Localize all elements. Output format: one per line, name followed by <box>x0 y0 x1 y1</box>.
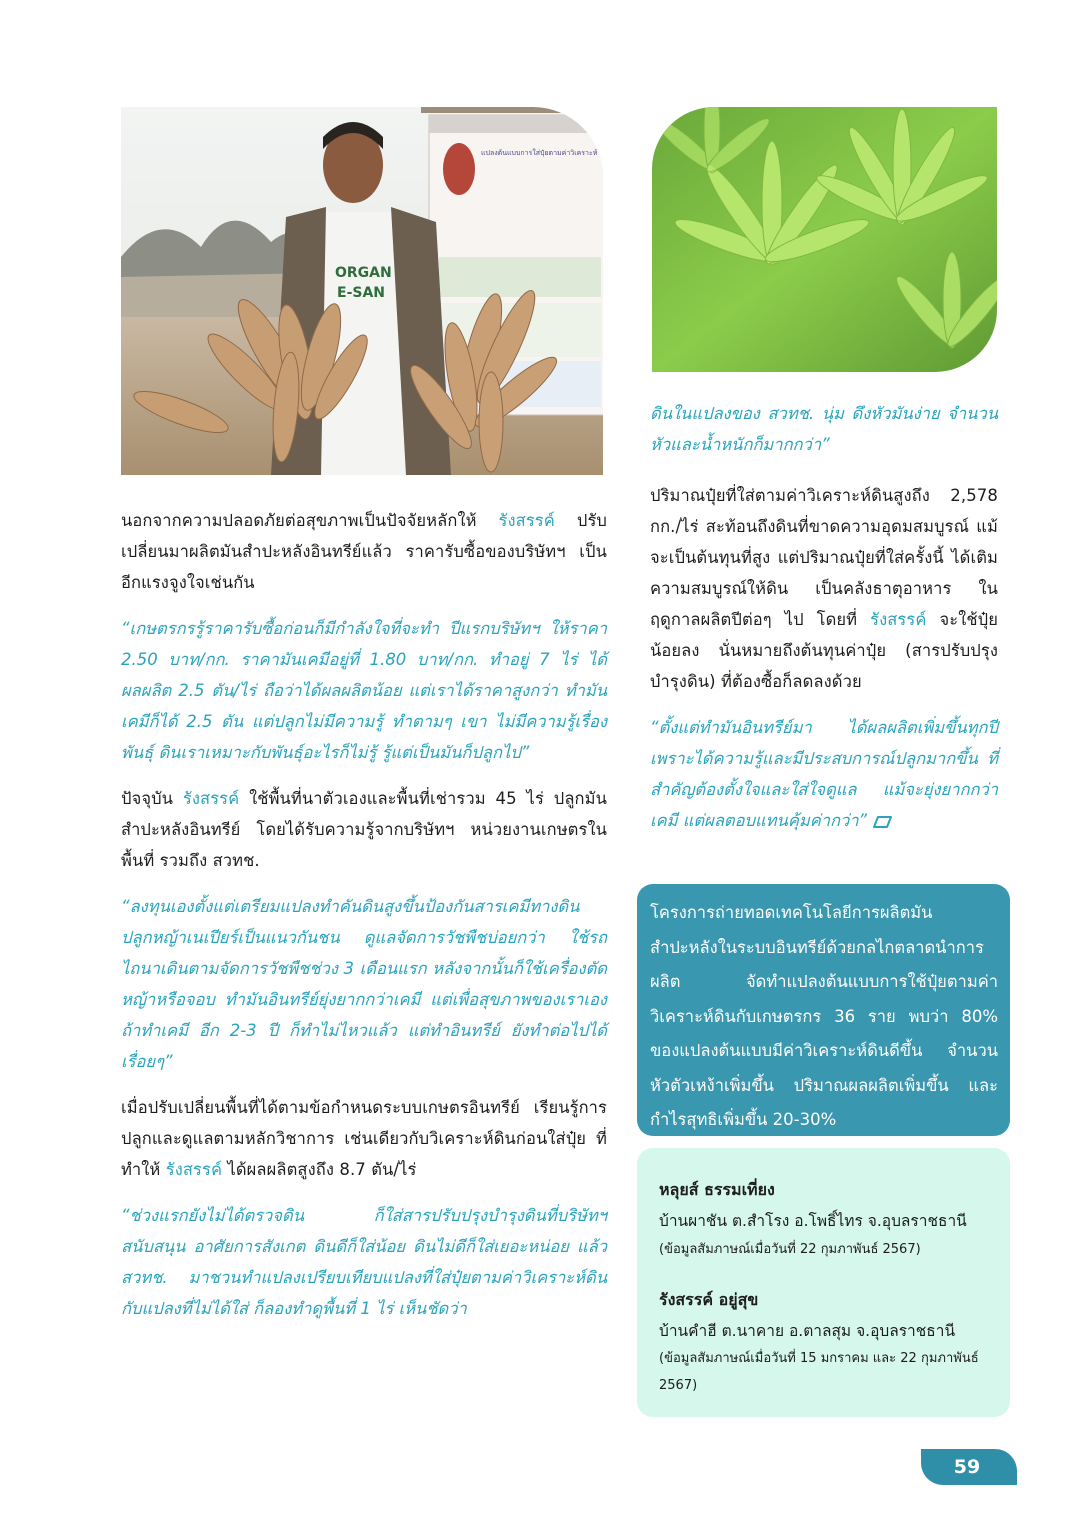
farmer-cassava-photo <box>121 107 603 475</box>
source-address-2: บ้านคำฮี ต.นาคาย อ.ตาลสุม จ.อุบลราชธานี <box>659 1322 956 1340</box>
paragraph-1: นอกจากความปลอดภัยต่อสุขภาพเป็นปัจจัยหลักให้ รังสรรค์ ปรับเปลี่ยนมาผลิตมันสำปะหลังอินทรีย์แล้ว ราคารับซื้อของบริษัทฯ เป็นอีกแรงจูงใจเช่นกัน <box>121 511 607 592</box>
source-name-2: รังสรรค์ อยู่สุข <box>659 1290 759 1309</box>
left-column <box>121 505 607 1324</box>
paragraph-right: ปริมาณปุ๋ยที่ใส่ตามค่าวิเคราะห์ดินสูงถึง 2,578 กก./ไร่ สะท้อนถึงดินที่ขาดความอุดมสมบูรณ์ แม้จะเป็นต้นทุนที่สูง แต่ปริมาณปุ๋ยที่ใส่ครั้งนี้ ได้เติมความสมบูรณ์ให้ดิน เป็นคลังธาตุอาหาร ในฤดูกาลผลิตปีต่อๆ ไป โดยที่ รังสรรค์ จะใช้ปุ๋ยน้อยลง นั่นหมายถึงต้นทุนค่าปุ๋ย (สารปรับปรุงบำรุงดิน) ที่ต้องซื้อก็ลดลงด้วย <box>650 486 998 691</box>
page-number-tab <box>921 1449 1017 1485</box>
info-box <box>637 884 1010 1136</box>
interview-sources-box <box>637 1148 1010 1417</box>
source-date-2: (ข้อมูลสัมภาษณ์เมื่อวันที่ 15 มกราคม และ 22 กุมภาพันธ์ 2567) <box>659 1351 979 1393</box>
source-date-1: (ข้อมูลสัมภาษณ์เมื่อวันที่ 22 กุมภาพันธ์ 2567) <box>659 1242 921 1257</box>
quote-top-right: ดินในแปลงของ สวทช. นุ่ม ดึงหัวมันง่าย จำนวนหัวและน้ำหนักก็มากกว่า” <box>650 404 998 454</box>
quote-bottom-right: “ตั้งแต่ทำมันอินทรีย์มา ได้ผลผลิตเพิ่มขึ้นทุกปี เพราะได้ความรู้และมีประสบการณ์ปลูกมากขึ้น ที่สำคัญต้องตั้งใจและใส่ใจดูแล แม้จะยุ่งยากกว่าเคมี แต่ผลตอบแทนคุ้มค่ากว่า” <box>650 718 998 830</box>
paragraph-2: ปัจจุบัน รังสรรค์ ใช้พื้นที่นาตัวเองและพื้นที่เช่ารวม 45 ไร่ ปลูกมันสำปะหลังอินทรีย์ โดยได้รับความรู้จากบริษัทฯ หน่วยงานเกษตรในพื้นที่ รวมถึง สวทช. <box>121 789 607 870</box>
source-name-1: หลุยส์ ธรรมเที่ยง <box>659 1180 775 1199</box>
paragraph-3: เมื่อปรับเปลี่ยนพื้นที่ได้ตามข้อกำหนดระบบเกษตรอินทรีย์ เรียนรู้การปลูกและดูแลตามหลักวิชาการ เช่นเดียวกับวิเคราะห์ดินก่อนใส่ปุ๋ย ที่ทำให้ รังสรรค์ ได้ผลผลิตสูงถึง 8.7 ตัน/ไร่ <box>121 1098 607 1179</box>
source-address-1: บ้านผาชัน ต.สำโรง อ.โพธิ์ไทร จ.อุบลราชธานี <box>659 1212 967 1230</box>
quote-1: “เกษตรกรรู้ราคารับซื้อก่อนก็มีกำลังใจที่จะทำ ปีแรกบริษัทฯ ให้ราคา 2.50 บาท/กก. ราคามันเคมีอยู่ที่ 1.80 บาท/กก. ทำอยู่ 7 ไร่ ได้ผลผลิต 2.5 ตัน/ไร่ ถือว่าได้ผลผลิตน้อย แต่เราได้ราคาสูงกว่า ทำมันเคมีก็ได้ 2.5 ตัน แต่ปลูกไม่มีความรู้ ทำตามๆ เขา ไม่มีความรู้เรื่องพันธุ์ ดินเราเหมาะกับพันธุ์อะไรก็ไม่รู้ รู้แต่เป็นมันก็ปลูกไป” <box>121 619 607 762</box>
right-column <box>650 398 998 836</box>
quote-3: “ช่วงแรกยังไม่ได้ตรวจดิน ก็ใส่สารปรับปรุงบำรุงดินที่บริษัทฯ สนับสนุน อาศัยการสังเกต ดินดีก็ใส่น้อย ดินไม่ดีก็ใส่เยอะหน่อย แล้ว สวทช. มาชวนทำแปลงเปรียบเทียบแปลงที่ใส่ปุ๋ยตามค่าวิเคราะห์ดินกับแปลงที่ไม่ได้ใส่ ก็ลองทำดูพื้นที่ 1 ไร่ เห็นชัดว่า <box>121 1206 607 1318</box>
cassava-leaves-photo <box>652 107 997 372</box>
svg-text:E-SAN: E-SAN <box>337 285 386 301</box>
page-number: 59 <box>953 1456 981 1478</box>
quote-2: “ลงทุนเองตั้งแต่เตรียมแปลงทำคันดินสูงขึ้นป้องกันสารเคมีทางดิน ปลูกหญ้าเนเปียร์เป็นแนวกันชน ดูแลจัดการวัชพืชบ่อยกว่า ใช้รถไถนาเดินตามจัดการวัชพืชช่วง 3 เดือนแรก หลังจากนั้นก็ใช้เครื่องตัดหญ้าหรือจอบ ทำมันอินทรีย์ยุ่งยากกว่าเคมี แต่เพื่อสุขภาพของเราเอง ถ้าทำเคมี อีก 2-3 ปี ก็ทำไม่ไหวแล้ว แต่ทำอินทรีย์ ยังทำต่อไปได้เรื่อยๆ” <box>121 897 607 1071</box>
sign-header-text: แปลงต้นแบบการใส่ปุ๋ยตามค่าวิเคราะห์ <box>481 149 598 157</box>
end-mark-icon <box>871 815 893 829</box>
info-box-text: โครงการถ่ายทอดเทคโนโลยีการผลิตมันสำปะหลังในระบบอินทรีย์ด้วยกลไกตลาดนำการผลิต จัดทำแปลงต้นแบบการใช้ปุ๋ยตามค่าวิเคราะห์ดินกับเกษตรกร 36 ราย พบว่า 80% ของแปลงต้นแบบมีค่าวิเคราะห์ดินดีขึ้น จำนวนหัวตัวเหง้าเพิ่มขึ้น ปริมาณผลผลิตเพิ่มขึ้น และกำไรสุทธิเพิ่มขึ้น 20-30% <box>650 903 998 1129</box>
shirt-text: ORGAN <box>335 265 392 281</box>
